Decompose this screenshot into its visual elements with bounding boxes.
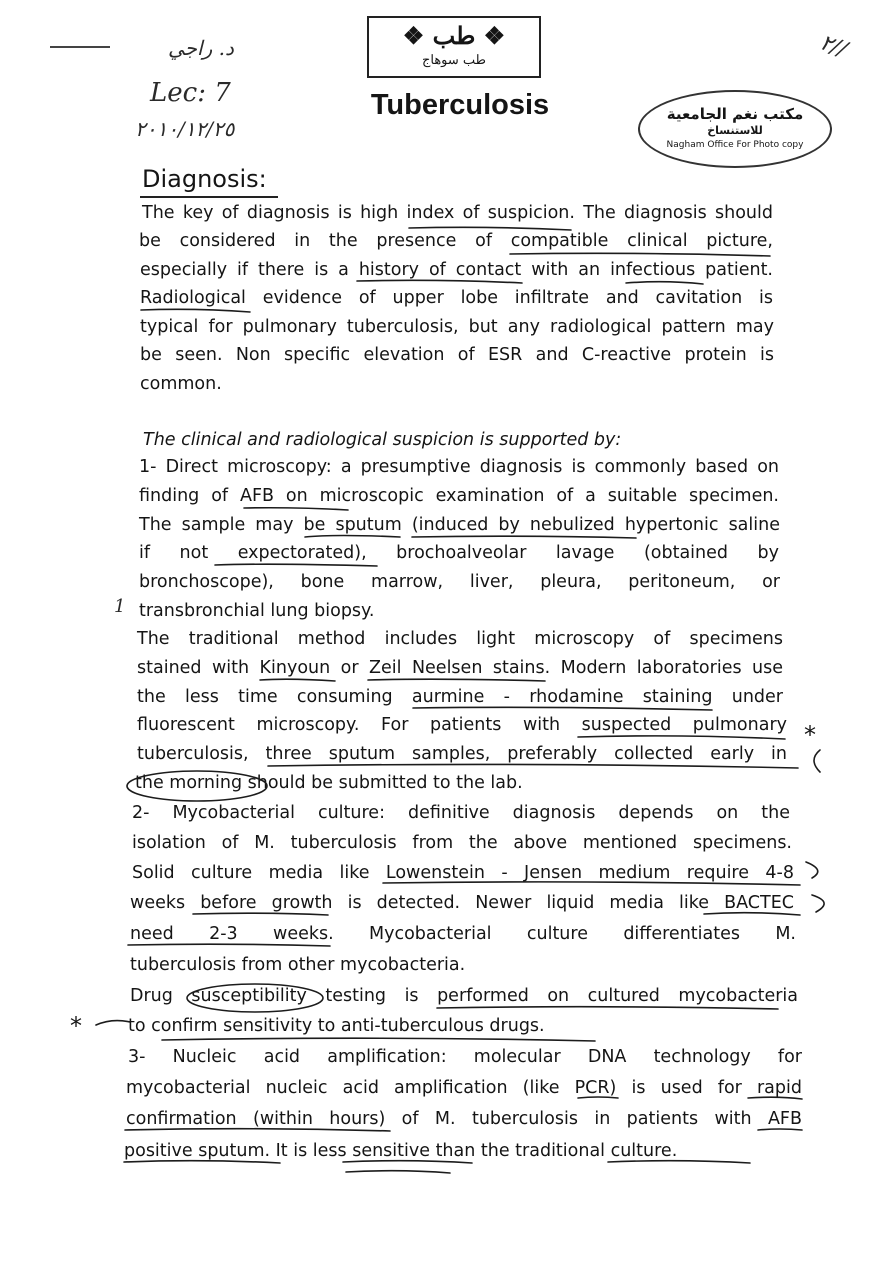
underline-mark	[578, 736, 785, 739]
underline-mark	[626, 282, 703, 284]
text-line: 3- Nucleic acid amplification: molecular DNA technology for	[128, 1047, 802, 1067]
text-line: tuberculosis from other mycobacteria.	[130, 955, 466, 975]
underline-mark	[141, 309, 250, 312]
underline-mark	[346, 1171, 450, 1173]
underline-mark	[412, 536, 636, 538]
text-line: mycobacterial nucleic acid amplification (like PCR) is used for rapid	[126, 1078, 802, 1098]
page-title: Tuberculosis	[370, 89, 550, 121]
text-line: positive sputum. It is less sensitive than the traditional culture.	[124, 1141, 678, 1161]
supported-by-line: The clinical and radiological suspicion is supported by:	[143, 430, 622, 450]
text-line: Radiological evidence of upper lobe infiltrate and cavitation is	[140, 288, 773, 308]
text-line: typical for pulmonary tuberculosis, but any radiological pattern may	[140, 317, 774, 337]
text-line: the morning should be submitted to the lab.	[135, 773, 523, 793]
underline-mark	[162, 1038, 595, 1041]
margin-star-mark: *	[804, 721, 816, 749]
margin-star-mark: *	[70, 1012, 82, 1040]
office-stamp	[638, 90, 832, 168]
text-line: the less time consuming aurmine - rhodamine staining under	[137, 687, 783, 707]
margin-number-mark: 1	[114, 596, 126, 617]
text-line: common.	[140, 374, 222, 394]
text-line: bronchoscope), bone marrow, liver, pleura, peritoneum, or	[139, 572, 780, 592]
stamp-arabic-subtext: للاستنساخ	[707, 124, 763, 137]
handwritten-doctor-name: د. راجي	[168, 36, 234, 60]
diagnosis-heading: Diagnosis:	[142, 165, 267, 193]
text-line: need 2-3 weeks. Mycobacterial culture differentiates M.	[130, 924, 796, 944]
handwritten-lecture-number: Lec: 7	[150, 78, 231, 108]
arrow-mark	[96, 1021, 130, 1025]
text-line: The sample may be sputum (induced by nebulized hypertonic saline	[139, 515, 780, 535]
heading-underline	[140, 196, 278, 198]
stamp-arabic-text: مكتب نغم الجامعية	[666, 105, 804, 123]
text-line: The key of diagnosis is high index of suspicion. The diagnosis should	[142, 203, 773, 223]
text-line: Drug susceptibility testing is performed on cultured mycobacteria	[130, 986, 798, 1006]
text-line: to confirm sensitivity to anti-tuberculous drugs.	[128, 1016, 545, 1036]
text-line: stained with Kinyoun or Zeil Neelsen stains. Modern laboratories use	[137, 658, 783, 678]
handwritten-page-mark: ٢//	[816, 30, 851, 63]
handwritten-date: ٢٠١٠/١٢/٢٥	[135, 117, 235, 141]
bracket-mark	[812, 895, 824, 912]
text-line: confirmation (within hours) of M. tuberculosis in patients with AFB	[126, 1109, 802, 1129]
bracket-mark	[814, 750, 820, 772]
text-line: be considered in the presence of compatible clinical picture,	[139, 231, 773, 251]
text-line: The traditional method includes light microscopy of specimens	[137, 629, 783, 649]
underline-mark	[244, 508, 348, 510]
underline-mark	[215, 564, 377, 566]
text-line: 1- Direct microscopy: a presumptive diagnosis is commonly based on	[139, 457, 779, 477]
text-line: be seen. Non specific elevation of ESR and C-reactive protein is	[140, 345, 774, 365]
text-line: especially if there is a history of contact with an infectious patient.	[140, 260, 773, 280]
faculty-logo	[367, 16, 541, 78]
logo-main-text: ❖ طب ❖	[402, 21, 506, 50]
underline-mark	[368, 679, 545, 681]
logo-sub-text: طب سوهاج	[421, 53, 487, 68]
underline-mark	[510, 253, 770, 256]
text-line: finding of AFB on microscopic examination of a suitable specimen.	[139, 486, 779, 506]
text-line: transbronchial lung biopsy.	[139, 601, 375, 621]
underline-mark	[437, 1007, 778, 1009]
stamp-english-text: Nagham Office For Photo copy	[666, 140, 804, 150]
scribble-dash	[50, 46, 110, 48]
text-line: fluorescent microscopy. For patients with suspected pulmonary	[137, 715, 787, 735]
text-line: Solid culture media like Lowenstein - Jensen medium require 4-8	[132, 863, 794, 883]
text-line: weeks before growth is detected. Newer liquid media like BACTEC	[130, 893, 794, 913]
text-line: 2- Mycobacterial culture: definitive diagnosis depends on the	[132, 803, 790, 823]
text-line: isolation of M. tuberculosis from the above mentioned specimens.	[132, 833, 792, 853]
underline-mark	[260, 679, 335, 681]
text-line: if not expectorated), brochoalveolar lavage (obtained by	[139, 543, 779, 563]
text-line: tuberculosis, three sputum samples, preferably collected early in	[137, 744, 787, 764]
bracket-mark	[806, 862, 818, 878]
